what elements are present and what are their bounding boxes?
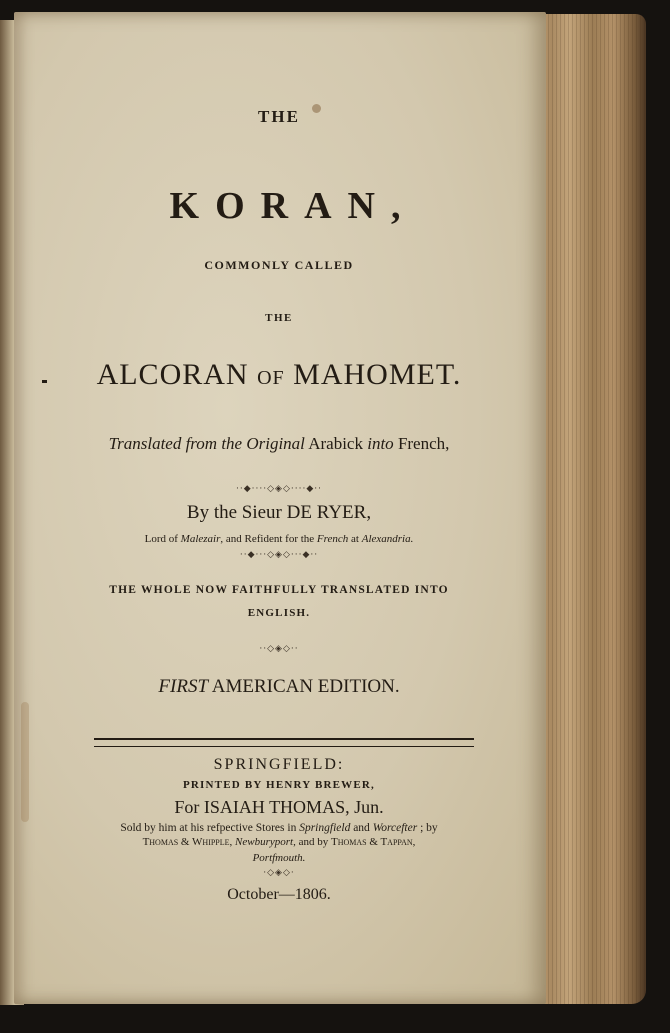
lord-text-2: Malezair: [180, 533, 221, 545]
commonly-called: COMMONLY CALLED: [204, 258, 354, 272]
booksellers-text-1: Thomas & Whipple,: [142, 836, 236, 848]
sold-text-2: Springfield: [299, 822, 351, 834]
imprint-printer: PRINTED BY HENRY BREWER,: [182, 779, 375, 791]
title-the: THE: [258, 107, 300, 126]
lord-text-1: Lord of: [144, 533, 181, 545]
translation-note-line-1: THE WHOLE NOW FAITHFULLY TRANSLATED INTO: [109, 584, 449, 596]
sold-text-3: and: [350, 822, 373, 834]
lord-text-4: French: [316, 533, 349, 545]
imprint-portsmouth: [14, 852, 544, 864]
edition-text-2: AMERICAN EDITION.: [208, 676, 400, 697]
title-the-middle: THE: [265, 312, 293, 324]
sold-text-4: Worcefter: [372, 822, 418, 834]
main-title: KORAN,: [169, 185, 417, 227]
translated-text-5: French,: [393, 434, 450, 453]
translated-text-1: Translated from the: [108, 434, 247, 453]
lord-text-6: Alexandria.: [361, 533, 414, 545]
mahomet-word: MAHOMET.: [293, 358, 462, 391]
ornament-rule-1: ··◆····◇◈◇····◆··: [236, 484, 322, 494]
alcoran-title: [14, 358, 544, 392]
lord-line: [14, 533, 544, 545]
booksellers-text-2: Newburyport: [235, 836, 294, 848]
translated-text-2: Original: [246, 434, 305, 453]
imprint-date: October—1806.: [227, 886, 331, 903]
translated-text-3: Arabick: [304, 434, 368, 453]
booksellers-text-4: Thomas & Tappan,: [330, 836, 416, 848]
portsmouth-text: Portfmouth.: [252, 852, 306, 864]
title-page: [14, 12, 546, 1004]
booksellers-text-3: , and by: [293, 836, 331, 848]
byline-text-1: By the: [186, 502, 242, 523]
edition-line: [14, 676, 544, 698]
imprint-booksellers-line: [14, 836, 544, 848]
double-rule-divider: [94, 738, 474, 747]
byline-text-2: Sieur DE RYER,: [241, 502, 372, 523]
edition-text-1: FIRST: [158, 676, 209, 697]
ornament-rule-2: ··◆···◇◈◇···◆··: [239, 550, 319, 560]
translated-line: [14, 434, 544, 454]
sold-text-1: Sold by him at his refpective Stores in: [120, 822, 300, 834]
lord-text-5: at: [348, 533, 362, 545]
translation-note-line-2: ENGLISH.: [247, 607, 311, 619]
of-word: OF: [257, 367, 285, 389]
imprint-sold-line: [14, 822, 544, 834]
translated-text-4: into: [367, 434, 394, 453]
alcoran-word: ALCORAN: [96, 358, 249, 391]
imprint-publisher: For ISAIAH THOMAS, Jun.: [174, 797, 384, 817]
imprint-city: SPRINGFIELD:: [213, 756, 345, 773]
sold-text-5: ; by: [417, 822, 438, 834]
ornament-rule-3: ··◇◈◇··: [259, 644, 299, 654]
ornament-rule-4: ·◇◈◇·: [263, 868, 295, 878]
lord-text-3: , and Refident for the: [220, 533, 317, 545]
byline: [14, 502, 544, 524]
